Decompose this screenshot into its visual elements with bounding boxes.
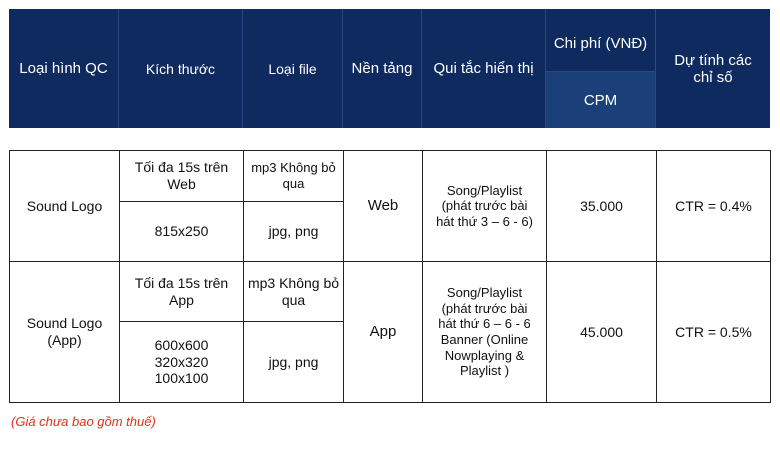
header-ad-type: Loại hình QC — [19, 60, 108, 77]
size-cell: 815x250 — [120, 202, 244, 262]
header-cpm: CPM — [546, 72, 655, 128]
header-file-type: Loại file — [268, 60, 317, 77]
pricing-table — [9, 150, 771, 403]
kpi-cell: CTR = 0.4% — [657, 151, 771, 262]
kpi-cell: CTR = 0.5% — [657, 262, 771, 403]
rule-cell: Song/Playlist (phát trước bài hát thứ 6 – 6 - 6 Banner (Online Nowplaying & Playlist ) — [423, 262, 547, 403]
platform-cell: Web — [344, 151, 423, 262]
table-header — [9, 9, 770, 128]
file-cell: mp3 Không bỏ qua — [244, 262, 344, 322]
tax-note: (Giá chưa bao gồm thuế) — [11, 414, 156, 429]
cpm-cell: 45.000 — [547, 262, 657, 403]
table-row — [10, 151, 771, 202]
size-cell: 600x600 320x320 100x100 — [120, 322, 244, 403]
header-platform: Nền tảng — [351, 60, 413, 77]
platform-cell: App — [344, 262, 423, 403]
header-divider — [546, 71, 655, 72]
ad-type-cell: Sound Logo — [10, 151, 120, 262]
size-cell: Tối đa 15s trên App — [120, 262, 244, 322]
header-size: Kích thước — [145, 60, 216, 77]
rule-cell: Song/Playlist (phát trước bài hát thứ 3 – 6 - 6) — [423, 151, 547, 262]
file-cell: jpg, png — [244, 322, 344, 403]
ad-type-cell: Sound Logo (App) — [10, 262, 120, 403]
header-kpi: Dự tính các chỉ số — [674, 51, 752, 86]
file-cell: mp3 Không bỏ qua — [244, 151, 344, 202]
header-cost: Chi phí (VNĐ) — [553, 34, 648, 52]
file-cell: jpg, png — [244, 202, 344, 262]
header-display-rule: Qui tắc hiển thị — [433, 60, 534, 77]
size-cell: Tối đa 15s trên Web — [120, 151, 244, 202]
cpm-cell: 35.000 — [547, 151, 657, 262]
table-row — [10, 262, 771, 322]
